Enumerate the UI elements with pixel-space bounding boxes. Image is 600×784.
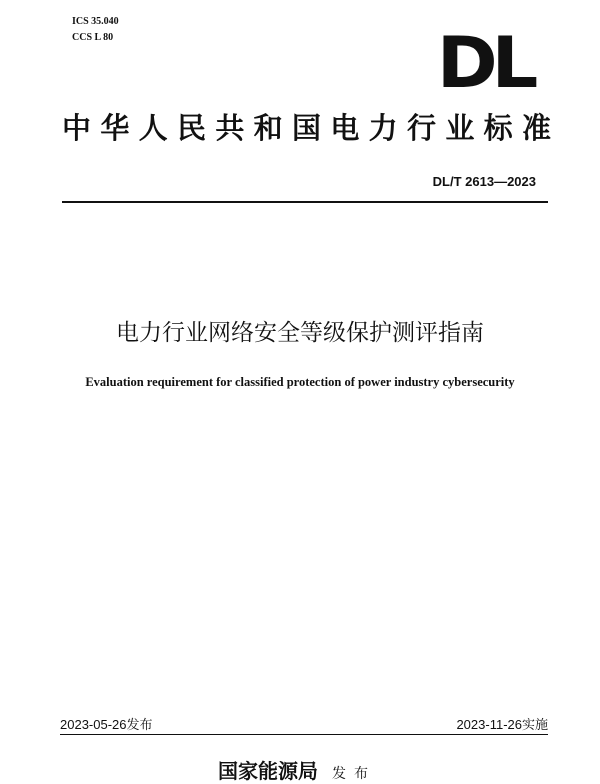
issuer-tag: 发布 [332,766,376,782]
issuing-authority [218,755,376,784]
issue-date: 2023-05-26发布 [60,717,153,732]
document-title-english: Evaluation requirement for classified protection of power industry cybersecurity [85,375,515,389]
dl-logo: DL [437,22,533,104]
ics-code: ICS 35.040 [72,16,119,27]
standard-number: DL/T 2613—2023 [432,174,536,189]
ccs-code: CCS L 80 [72,32,114,43]
issuer-name: 国家能源局 [218,759,318,783]
header-divider [62,201,548,203]
implementation-date: 2023-11-26实施 [456,717,548,732]
classification-codes [72,14,119,46]
document-title-chinese: 电力行业网络安全等级保护测评指南 [116,320,484,346]
standard-category-title: 中华人民共和国电力行业标准 [62,111,552,145]
footer-divider [60,734,548,735]
